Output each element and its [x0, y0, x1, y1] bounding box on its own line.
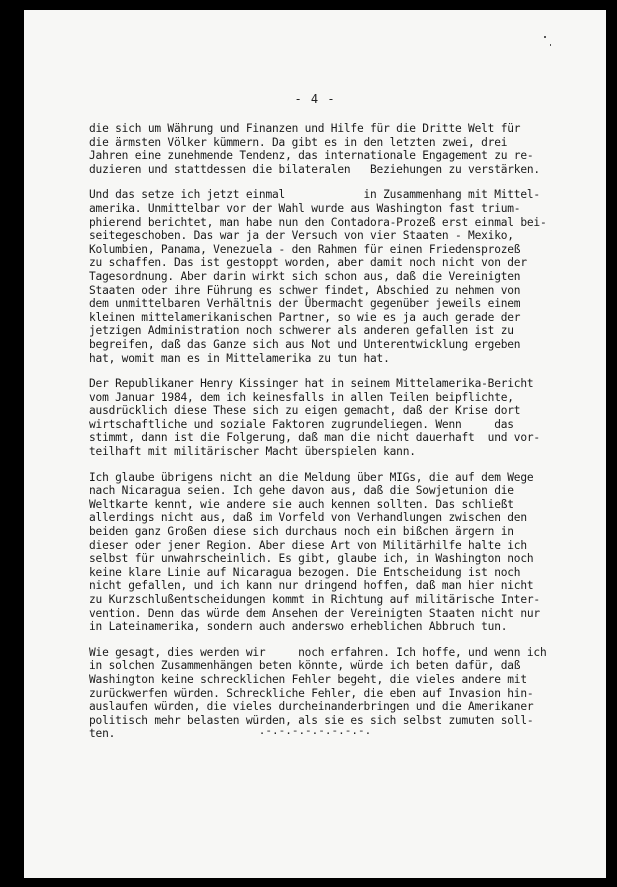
text-line: auslaufen würden, die vieles durcheinanderbringen und die Amerikaner	[89, 700, 534, 714]
text-line: amerika. Unmittelbar vor der Wahl wurde aus Washington fast trium-	[89, 201, 521, 215]
text-line: begreifen, daß das Ganze sich aus Not und Unterentwicklung ergeben	[89, 337, 521, 351]
text-line: kleinen mittelamerikanischen Partner, so wie es ja auch gerade der	[89, 310, 521, 324]
text-line: zurückwerfen würden. Schreckliche Fehler, die eben auf Invasion hin-	[89, 686, 534, 700]
text-line: Wie gesagt, dies werden wir noch erfahren. Ich hoffe, und wenn ich	[89, 645, 547, 659]
text-line: ten.	[89, 727, 116, 741]
text-line: in Lateinamerika, sondern auch anderswo erheblichen Abbruch tun.	[89, 620, 508, 634]
paragraph	[89, 377, 589, 459]
text-line: Kolumbien, Panama, Venezuela - den Rahmen für einen Friedensprozeß	[89, 242, 521, 256]
paragraph	[89, 122, 589, 176]
document-body	[89, 122, 589, 753]
text-line: nach Nicaragua seien. Ich gehe davon aus, daß die Sowjetunion die	[89, 484, 514, 498]
text-line: duzieren und stattdessen die bilateralen Beziehungen zu verstärken.	[89, 162, 540, 176]
text-line: die sich um Währung und Finanzen und Hilfe für die Dritte Welt für	[89, 122, 521, 135]
text-line: Tagesordnung. Aber darin wirkt sich schon aus, daß die Vereinigten	[89, 269, 521, 283]
text-line: zu schaffen. Das ist gestoppt worden, aber damit noch nicht von der	[89, 256, 527, 270]
text-line: die ärmsten Völker kümmern. Da gibt es in den letzten zwei, drei	[89, 135, 508, 149]
document-page	[24, 10, 606, 878]
text-line: vention. Denn das würde dem Ansehen der Vereinigten Staaten nicht nur	[89, 606, 540, 620]
text-line: politisch mehr belasten würden, als sie es sich selbst zumuten soll-	[89, 713, 534, 727]
text-line: Washington keine schrecklichen Fehler begeht, die vieles andere mit	[89, 672, 527, 686]
text-line: allerdings nicht aus, daß im Vorfeld von Verhandlungen zwischen den	[89, 511, 527, 525]
scan-speck	[550, 44, 551, 46]
text-line: Ich glaube übrigens nicht an die Meldung über MIGs, die auf dem Wege	[89, 470, 534, 484]
text-line: beiden ganz Großen diese sich durchaus noch ein bißchen ärgern in	[89, 525, 514, 539]
text-line: Und das setze ich jetzt einmal in Zusammenhang mit Mittel-	[89, 188, 540, 202]
text-line: Staaten oder ihre Führung es schwer findet, Abschied zu nehmen von	[89, 283, 521, 297]
text-line: zu Kurzschlußentscheidungen kommt in Richtung auf militärische Inter-	[89, 593, 540, 606]
text-line: Der Republikaner Henry Kissinger hat in seinem Mittelamerika-Bericht	[89, 377, 534, 391]
paragraph	[89, 188, 589, 365]
paragraph	[89, 471, 589, 634]
text-line: ausdrücklich diese These sich zu eigen gemacht, daß der Krise dort	[89, 404, 521, 418]
text-line: dieser oder jener Region. Aber diese Art von Militärhilfe halte ich	[89, 538, 527, 552]
text-line: teilhaft mit militärischer Macht überspielen kann.	[89, 445, 416, 459]
text-line: keine klare Linie auf Nicaragua bezogen. Die Entscheidung ist noch	[89, 565, 521, 579]
text-line: jetzigen Administration noch schwerer als anderen gefallen ist zu	[89, 324, 514, 338]
page-number: - 4 -	[294, 92, 336, 106]
text-line: stimmt, dann ist die Folgerung, daß man die nicht dauerhaft und vor-	[89, 431, 540, 445]
scan-speck	[544, 36, 546, 38]
text-line: hat, womit man es in Mittelamerika zu tun hat.	[89, 351, 390, 365]
text-line: Jahren eine zunehmende Tendenz, das internationale Engagement zu re-	[89, 149, 534, 163]
text-line: vom Januar 1984, dem ich keinesfalls in allen Teilen beipflichte,	[89, 390, 514, 404]
end-marker: .-.-.-.-.-.-.-.-.	[258, 724, 372, 737]
text-line: in solchen Zusammenhängen beten könnte, würde ich beten dafür, daß	[89, 659, 521, 673]
text-line: nicht gefallen, und ich kann nur dringend hoffen, daß man hier nicht	[89, 579, 534, 593]
text-line: selbst für unwahrscheinlich. Es gibt, glaube ich, in Washington noch	[89, 552, 534, 566]
text-line: dem unmittelbaren Verhältnis der Übermacht gegenüber jeweils einem	[89, 297, 521, 311]
text-line: phierend berichtet, man habe nun den Contadora-Prozeß erst einmal bei-	[89, 215, 547, 229]
text-line: wirtschaftliche und soziale Faktoren zugrundeliegen. Wenn das	[89, 417, 514, 431]
text-line: seitegeschoben. Das war ja der Versuch von vier Staaten - Mexiko,	[89, 229, 514, 243]
text-line: Weltkarte kennt, wie andere sie auch kennen sollten. Das schließt	[89, 497, 514, 511]
